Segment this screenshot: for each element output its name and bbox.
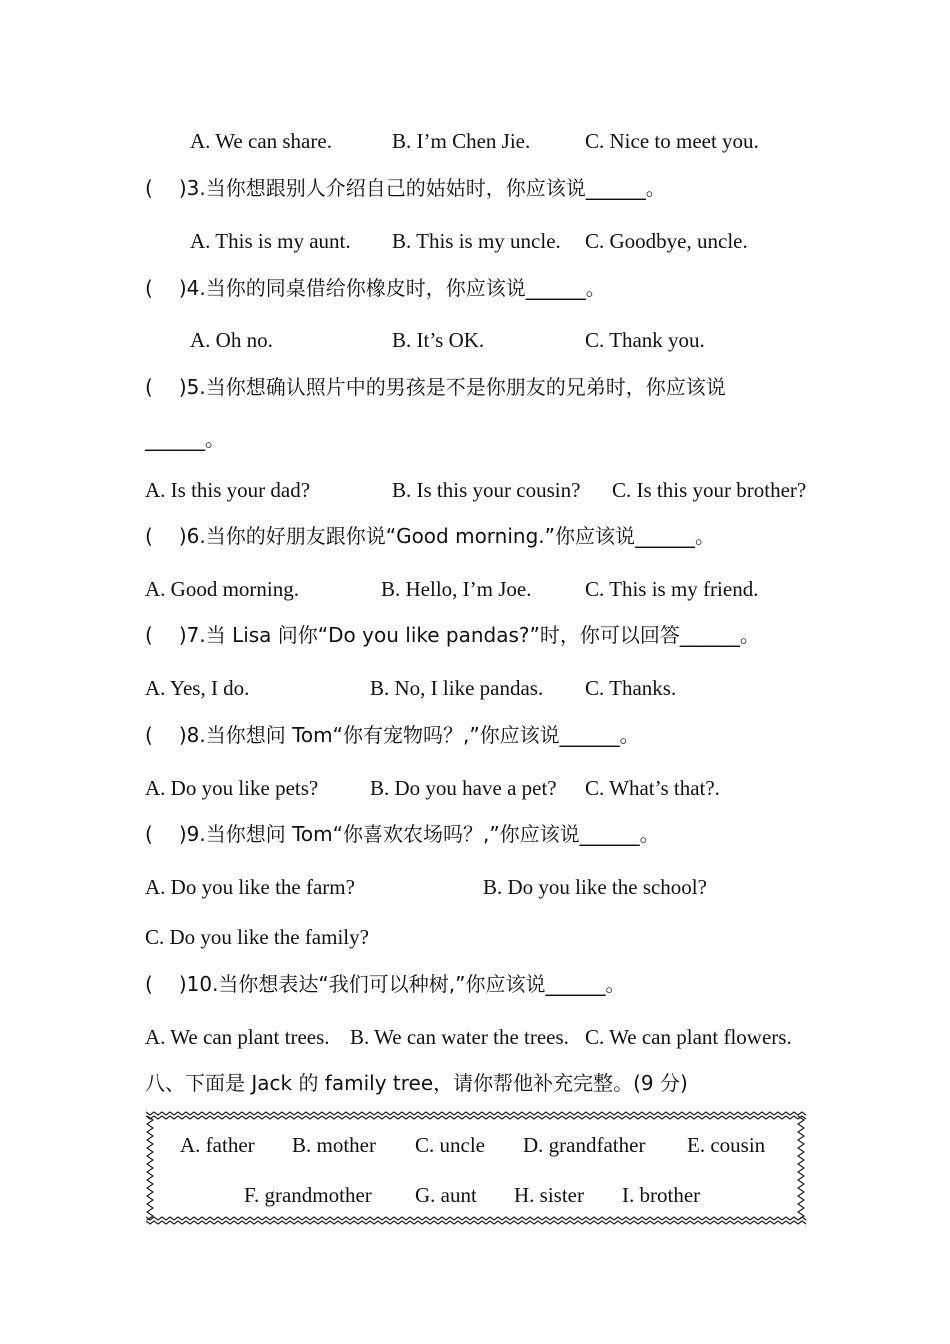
option-a: A. Yes, I do. xyxy=(145,676,250,700)
option-a: A. Do you like the farm? xyxy=(145,875,355,899)
question-9 xyxy=(145,820,660,848)
question-text: 6.当你的好朋友跟你说“Good morning.”你应该说______。 xyxy=(186,524,716,548)
question-text: 5.当你想确认照片中的男孩是不是你朋友的兄弟时，你应该说 xyxy=(186,375,726,399)
question-3 xyxy=(145,174,666,202)
option-a: A. Good morning. xyxy=(145,577,299,601)
word-grandfather: D. grandfather xyxy=(523,1133,646,1157)
option-c: C. Do you like the family? xyxy=(145,925,369,949)
question-text: 9.当你想问 Tom“你喜欢农场吗？,”你应该说______。 xyxy=(186,822,660,846)
option-a: A. This is my aunt. xyxy=(190,229,351,253)
question-4 xyxy=(145,274,606,302)
word-sister: H. sister xyxy=(514,1183,584,1207)
word-uncle: C. uncle xyxy=(415,1133,485,1157)
option-a: A. Oh no. xyxy=(190,328,273,352)
answer-paren-open: ( xyxy=(145,972,153,996)
option-a: A. Do you like pets? xyxy=(145,776,319,800)
word-grandmother: F. grandmother xyxy=(244,1183,372,1207)
option-b: B. Do you have a pet? xyxy=(370,776,557,800)
option-b: B. Do you like the school? xyxy=(483,875,707,899)
word-aunt: G. aunt xyxy=(415,1183,477,1207)
question-text: 3.当你想跟别人介绍自己的姑姑时，你应该说______。 xyxy=(186,176,666,200)
answer-paren-open: ( xyxy=(145,276,153,300)
answer-paren-open: ( xyxy=(145,524,153,548)
option-c: C. Thanks. xyxy=(585,676,677,700)
answer-paren-open: ( xyxy=(145,822,153,846)
question-text: 4.当你的同桌借给你橡皮时，你应该说______。 xyxy=(186,276,606,300)
option-c: C. Nice to meet you. xyxy=(585,129,759,153)
option-a: A. We can share. xyxy=(190,129,332,153)
answer-paren-open: ( xyxy=(145,176,153,200)
question-5 xyxy=(145,373,726,401)
answer-paren-close: ) xyxy=(178,176,187,200)
option-c: C. Goodbye, uncle. xyxy=(585,229,748,253)
word-mother: B. mother xyxy=(292,1133,376,1157)
answer-paren-close: ) xyxy=(178,375,187,399)
answer-paren-open: ( xyxy=(145,375,153,399)
answer-paren-close: ) xyxy=(178,723,187,747)
option-b: B. Hello, I’m Joe. xyxy=(381,577,532,601)
option-b: B. It’s OK. xyxy=(392,328,485,352)
option-a: A. We can plant trees. xyxy=(145,1025,330,1049)
answer-paren-close: ) xyxy=(178,524,187,548)
answer-paren-open: ( xyxy=(145,623,153,647)
question-text: 10.当你想表达“我们可以种树,”你应该说______。 xyxy=(186,972,626,996)
answer-paren-close: ) xyxy=(178,972,187,996)
word-cousin: E. cousin xyxy=(687,1133,766,1157)
question-6 xyxy=(145,522,715,550)
word-father: A. father xyxy=(180,1133,255,1157)
question-5-continuation: ______。 xyxy=(145,427,225,451)
option-c: C. Is this your brother? xyxy=(612,478,807,502)
question-7 xyxy=(145,621,760,649)
question-text: 8.当你想问 Tom“你有宠物吗？,”你应该说______。 xyxy=(186,723,640,747)
question-10 xyxy=(145,970,626,998)
question-text: 7.当 Lisa 问你“Do you like pandas?”时，你可以回答______。 xyxy=(186,623,760,647)
answer-paren-close: ) xyxy=(178,822,187,846)
option-b: B. No, I like pandas. xyxy=(370,676,544,700)
option-c: C. This is my friend. xyxy=(585,577,759,601)
question-8 xyxy=(145,721,640,749)
option-c: C. What’s that?. xyxy=(585,776,720,800)
answer-paren-open: ( xyxy=(145,723,153,747)
answer-paren-close: ) xyxy=(178,623,187,647)
word-bank-box xyxy=(145,1110,807,1226)
option-b: B. We can water the trees. xyxy=(350,1025,569,1049)
answer-paren-close: ) xyxy=(178,276,187,300)
option-b: B. Is this your cousin? xyxy=(392,478,581,502)
option-b: B. I’m Chen Jie. xyxy=(392,129,531,153)
word-brother: I. brother xyxy=(622,1183,701,1207)
option-a: A. Is this your dad? xyxy=(145,478,311,502)
option-c: C. We can plant flowers. xyxy=(585,1025,792,1049)
section-8-title: 八、下面是 Jack 的 family tree，请你帮他补充完整。(9 分) xyxy=(145,1071,688,1095)
option-b: B. This is my uncle. xyxy=(392,229,561,253)
option-c: C. Thank you. xyxy=(585,328,705,352)
